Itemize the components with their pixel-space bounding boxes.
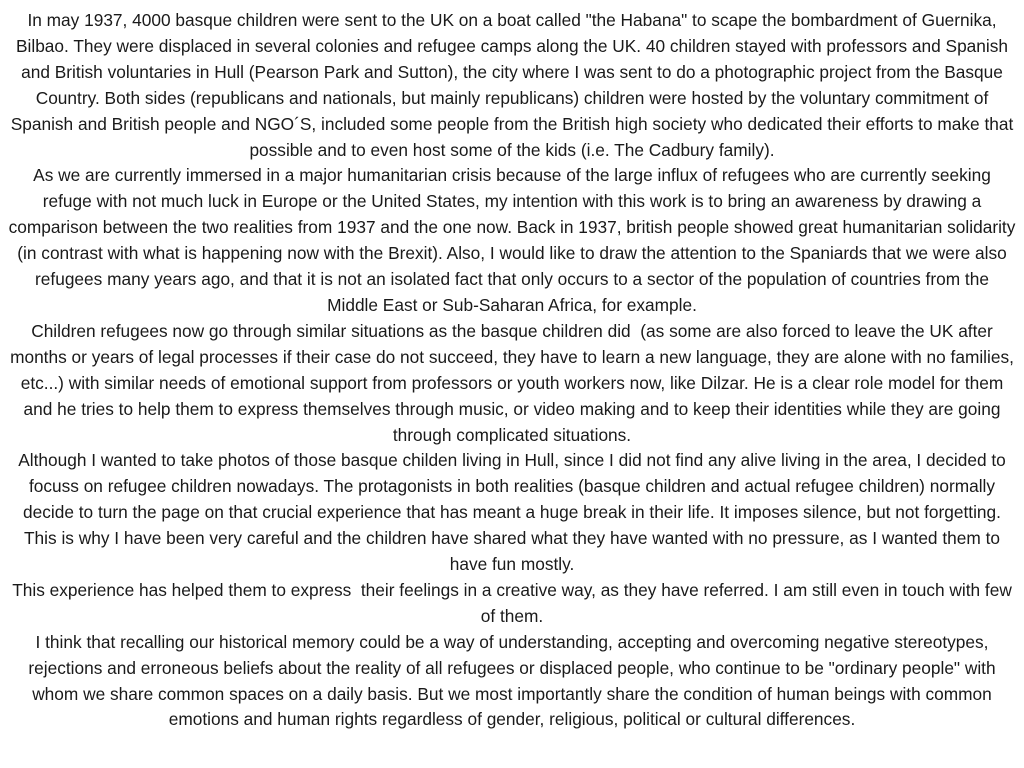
paragraph-historical-memory: I think that recalling our historical memory could be a way of understanding, accepting and overcoming negative stereotypes, rejections and erroneous beliefs about the reality of all refugees or displaced people, who continue to be "ordinary people" with whom we share common spaces on a daily basis. But we most importantly share the condition of human beings with common emotions and human rights regardless of gender, religious, political or cultural differences.: [28, 631, 1001, 730]
paragraph-creative-expression: This experience has helped them to express their feelings in a creative way, as they have referred. I am still even in touch with few of them.: [12, 579, 1017, 626]
paragraph-basque-children-1937: In may 1937, 4000 basque children were sent to the UK on a boat called "the Habana" to scape the bombardment of Guernika, Bilbao. They were displaced in several colonies and refugee camps along the UK. 40 children stayed with professors and Spanish and British voluntaries in Hull (Pearson Park and Sutton), the city where I was sent to do a photographic project from the Basque Country. Both sides (republicans and nationals, but mainly republicans) children were hosted by the voluntary commitment of Spanish and British people and NGO´S, included some people from the British high society who dedicated their efforts to make that possible and to even host some of the kids (i.e. The Cadbury family).: [10, 10, 1019, 160]
paragraph-children-refugees-now: Children refugees now go through similar situations as the basque children did (as some are also forced to leave the UK after months or years of legal processes if their case do not succeed, they have to learn a new language, they are alone with no families, etc...) with similar needs of emotional support from professors or youth workers now, like Dilzar. He is a clear role model for them and he tries to help them to express themselves through music, or video making and to keep their identities while they are going through complicated situations.: [10, 320, 1019, 445]
paragraph-humanitarian-crisis: As we are currently immersed in a major humanitarian crisis because of the large influx of refugees who are currently seeking refuge with not much luck in Europe or the United States, my intention with this work is to bring an awareness by drawing a comparison between the two realities from 1937 and the one now. Back in 1937, british people showed great humanitarian solidarity (in contrast with what is happening now with the Brexit). Also, I would like to draw the attention to the Spaniards that we were also refugees many years ago, and that it is not an isolated fact that only occurs to a sector of the population of countries from the Middle East or Sub-Saharan Africa, for example.: [8, 165, 1021, 315]
paragraph-photographing-refugees: Although I wanted to take photos of those basque childen living in Hull, since I did not find any alive living in the area, I decided to focuss on refugee children nowadays. The protagonists in both realities (basque children and actual refugee children) normally decide to turn the page on that crucial experience that has meant a huge break in their life. It imposes silence, but not forgetting. This is why I have been very careful and the children have shared what they have wanted with no pressure, as I wanted them to have fun mostly.: [18, 450, 1011, 575]
